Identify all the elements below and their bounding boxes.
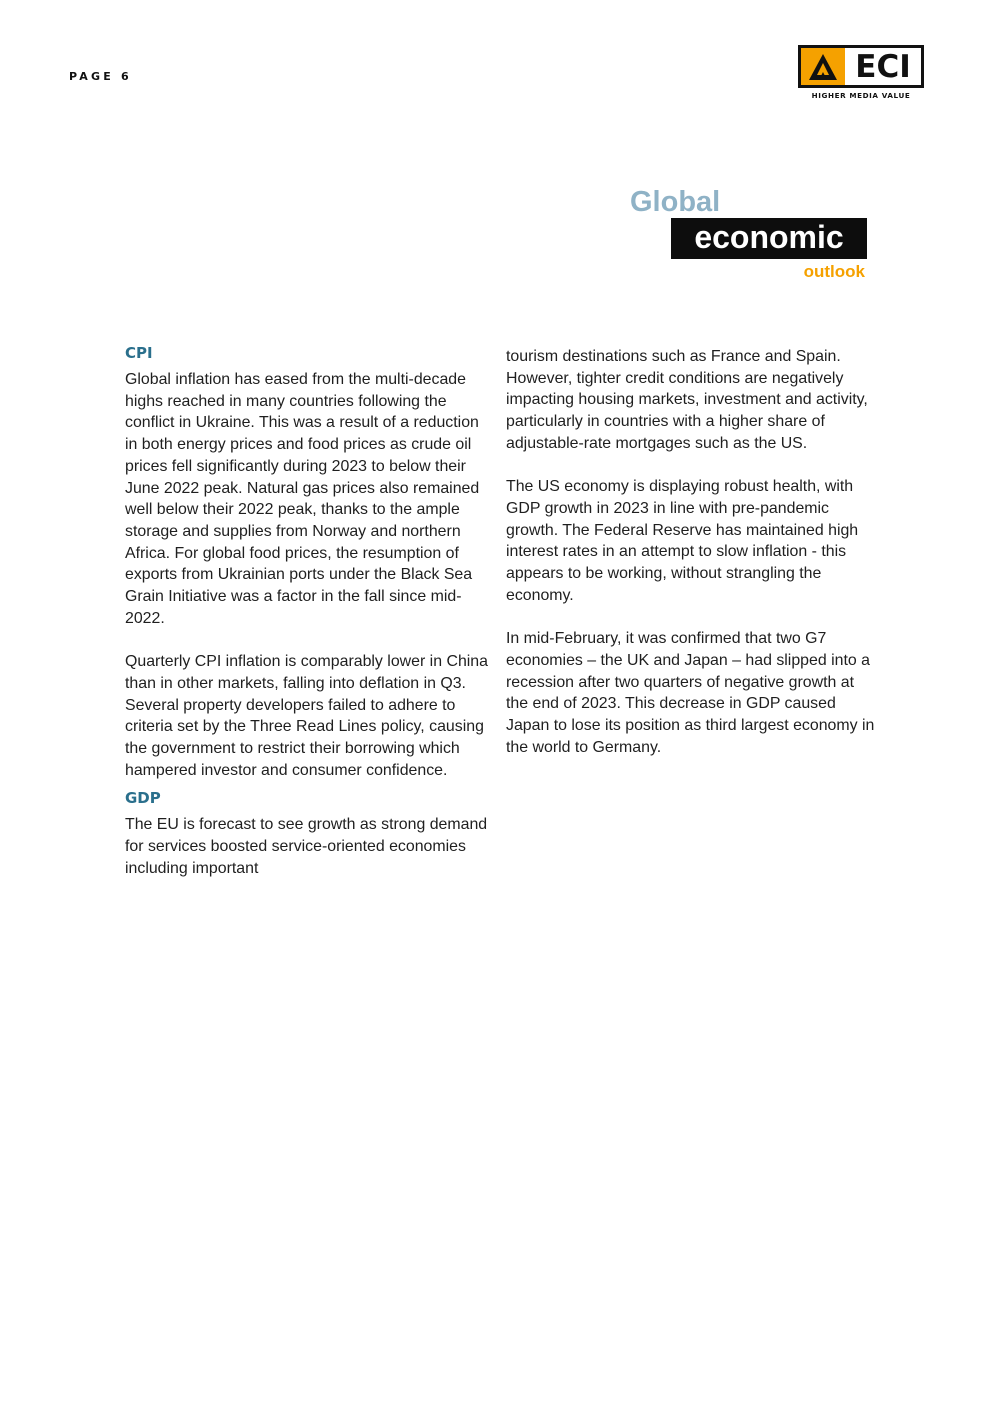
title-outlook: outlook <box>803 262 865 281</box>
gdp-paragraph-4: In mid-February, it was confirmed that two G7 economies – the UK and Japan – had slipped into a recession after two quarters of negative growth at the end of 2023. This decrease in GDP caused Japan to lose its position as third largest economy in the world to Germany. <box>506 630 875 756</box>
gdp-paragraph-2: tourism destinations such as France and Spain. However, tighter credit conditions are negatively impacting housing markets, investment and activity, particularly in countries with a higher share of adjustable-rate mortgages such as the US. <box>506 348 868 452</box>
gdp-paragraph-3: The US economy is displaying robust health, with GDP growth in 2023 in line with pre-pandemic growth. The Federal Reserve has maintained high interest rates in an attempt to slow inflation - this appears to be working, without strangling the economy. <box>506 478 859 604</box>
logo-box <box>798 45 924 88</box>
title-global: Global <box>630 186 721 218</box>
gdp-heading: GDP <box>125 789 161 808</box>
right-column <box>506 346 876 780</box>
page-number: PAGE 6 <box>69 70 132 83</box>
cpi-paragraph-1: Global inflation has eased from the multi-decade highs reached in many countries following the conflict in Ukraine. This was a result of a reduction in both energy prices and food prices as crude oil prices fell significantly during 2023 to below their June 2022 peak. Natural gas prices also remained well below their 2022 peak, thanks to the ample storage and supplies from Norway and northern Africa. For global food prices, the resumption of exports from Ukrainian ports under the Black Sea Grain Initiative was a factor in the fall since mid-2022. <box>125 371 480 627</box>
cpi-paragraph-2: Quarterly CPI inflation is comparably lower in China than in other markets, falling into deflation in Q3. Several property developers failed to adhere to criteria set by the Three Read Lines policy, causing the government to restrict their borrowing which hampered investor and consumer confidence. <box>125 653 488 779</box>
gdp-paragraph-1: The EU is forecast to see growth as strong demand for services boosted service-oriented economies including important <box>125 816 488 877</box>
eci-logo <box>798 45 924 100</box>
logo-a-icon <box>801 48 845 85</box>
logo-wordmark: ECI <box>855 48 911 85</box>
cpi-heading: CPI <box>125 344 153 362</box>
left-column <box>125 343 490 901</box>
title-economic: economic <box>671 218 867 259</box>
logo-tagline: HIGHER MEDIA VALUE <box>811 91 911 100</box>
